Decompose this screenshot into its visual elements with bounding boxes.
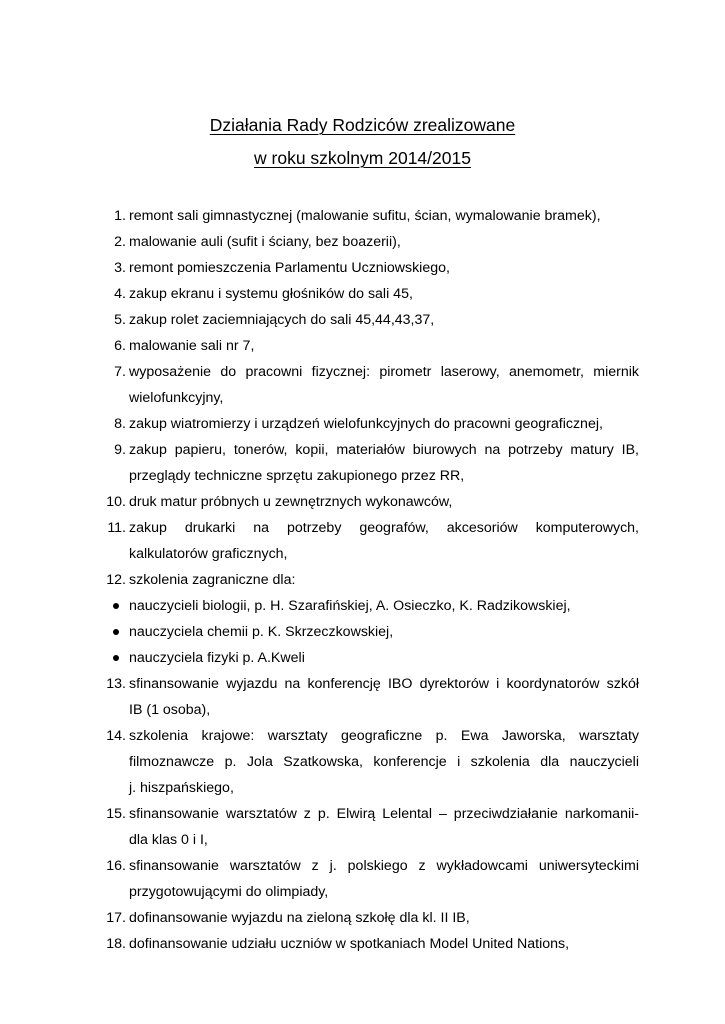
list-item-number: 6. <box>114 338 126 354</box>
list-item-number: 17. <box>106 910 126 926</box>
list-item-text-line: kalkulatorów graficznych, <box>129 546 288 562</box>
list-item-number: 11. <box>107 520 126 536</box>
list-item-text-line: j. hiszpańskiego, <box>129 780 234 796</box>
list-item-text-line: sfinansowanie warsztatów z j. polskiego z wykładowcami uniwersyteckimi <box>129 858 639 874</box>
list-item-text-line: IB (1 osoba), <box>129 702 211 718</box>
list-item-text-line: zakup rolet zaciemniających do sali 45,44,43,37, <box>129 312 435 328</box>
list-item-text-line: przygotowującymi do olimpiady, <box>129 884 329 900</box>
list-item-number: 1. <box>114 208 126 224</box>
list-item-text-line: zakup ekranu i systemu głośników do sali 45, <box>129 286 413 302</box>
list-item-number: 15. <box>106 806 126 822</box>
list-item-text-line: dofinansowanie wyjazdu na zieloną szkołę dla kl. II IB, <box>129 910 470 926</box>
list-item-text-line: zakup drukarki na potrzeby geografów, akcesoriów komputerowych, <box>129 520 639 536</box>
list-item-number: 10. <box>106 494 126 510</box>
list-item-text-line: nauczyciela fizyki p. A.Kweli <box>129 650 305 666</box>
document-title-line-1: Działania Rady Rodziców zrealizowane <box>209 115 516 135</box>
list-item-text-line: sfinansowanie wyjazdu na konferencję IBO dyrektorów i koordynatorów szkół <box>129 676 639 692</box>
list-item-text-line: przeglądy techniczne sprzętu zakupionego przez RR, <box>129 468 465 484</box>
list-item-number: 7. <box>114 364 126 380</box>
list-item-text-line: remont pomieszczenia Parlamentu Uczniowskiego, <box>129 260 450 276</box>
list-item-number: 18. <box>106 936 126 952</box>
list-item-text-line: dofinansowanie udziału uczniów w spotkaniach Model United Nations, <box>129 936 570 952</box>
list-item-text-line: dla klas 0 i I, <box>129 832 208 848</box>
list-item-number: 13. <box>106 676 126 692</box>
list-item-text-line: wielofunkcyjny, <box>129 390 224 406</box>
list-item-number: 5. <box>114 312 126 328</box>
list-item-number: 12. <box>106 572 126 588</box>
list-item-number: 3. <box>114 260 126 276</box>
list-item-text-line: szkolenia zagraniczne dla: <box>129 572 296 588</box>
list-item-text-line: szkolenia krajowe: warsztaty geograficzne p. Ewa Jaworska, warsztaty <box>129 728 639 744</box>
list-item-text-line: filmoznawcze p. Jola Szatkowska, konferencje i szkolenia dla nauczycieli <box>129 754 639 770</box>
list-item-text-line: nauczyciela chemii p. K. Skrzeczkowskiej, <box>129 624 394 640</box>
list-item-number: 8. <box>114 416 126 432</box>
list-item-number: 4. <box>114 286 126 302</box>
list-item-text-line: zakup wiatromierzy i urządzeń wielofunkcyjnych do pracowni geograficznej, <box>129 416 603 432</box>
list-item-text-line: sfinansowanie warsztatów z p. Elwirą Lelental – przeciwdziałanie narkomanii- <box>129 806 639 822</box>
list-item-number: 16. <box>106 858 126 874</box>
list-item-text-line: remont sali gimnastycznej (malowanie sufitu, ścian, wymalowanie bramek), <box>129 208 601 224</box>
list-item-number: 14. <box>106 728 126 744</box>
list-item-text-line: druk matur próbnych u zewnętrznych wykonawców, <box>129 494 453 510</box>
document-title-line-2: w roku szkolnym 2014/2015 <box>254 148 471 168</box>
bullet-icon <box>113 629 119 635</box>
list-item-text-line: malowanie auli (sufit i ściany, bez boazerii), <box>129 234 401 250</box>
list-item-text-line: zakup papieru, tonerów, kopii, materiałów biurowych na potrzeby matury IB, <box>129 442 639 458</box>
list-item-text-line: nauczycieli biologii, p. H. Szarafińskiej, A. Osieczko, K. Radzikowskiej, <box>129 598 571 614</box>
bullet-icon <box>113 603 119 609</box>
list-item-text-line: malowanie sali nr 7, <box>129 338 255 354</box>
list-item-number: 9. <box>114 442 126 458</box>
bullet-icon <box>113 655 119 661</box>
list-item-text-line: wyposażenie do pracowni fizycznej: pirometr laserowy, anemometr, miernik <box>129 364 639 380</box>
list-item-number: 2. <box>114 234 126 250</box>
